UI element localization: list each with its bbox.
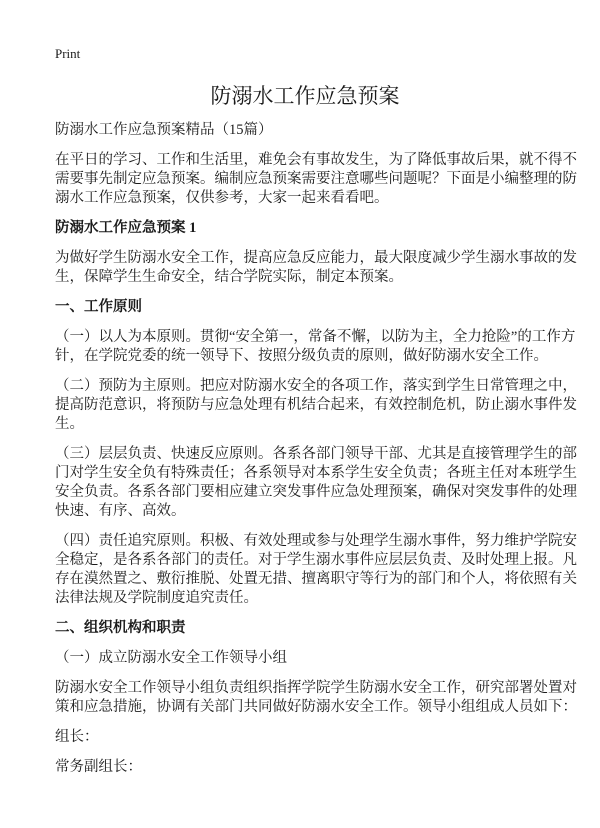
paragraph-line: 法律法规及学院制度追究责任。 bbox=[55, 590, 258, 606]
paragraph-line: （一）成立防溺水安全工作领导小组 bbox=[55, 650, 287, 666]
paragraph-line: （二）预防为主原则。把应对防溺水安全的各项工作，落实到学生日常管理之中， bbox=[55, 378, 577, 394]
print-label: Print bbox=[55, 46, 81, 61]
paragraph-line: 为做好学生防溺水安全工作，提高应急反应能力，最大限度减少学生溺水事故的发 bbox=[55, 250, 577, 266]
section-heading: 一、工作原则 bbox=[55, 299, 142, 315]
paragraph bbox=[55, 151, 577, 208]
section-heading: 二、组织机构和职责 bbox=[55, 620, 186, 636]
paragraph-line: 安全负责。各系各部门要相应建立突发事件应急处理预案，确保对突发事件的处理 bbox=[55, 484, 577, 500]
section-heading: 防溺水工作应急预案 1 bbox=[55, 220, 197, 236]
paragraph bbox=[55, 249, 577, 287]
paragraph-line: 溺水工作应急预案，仅供参考，大家一起来看看吧。 bbox=[55, 190, 389, 206]
document-title: 防溺水工作应急预案 bbox=[210, 84, 400, 108]
paragraph-line: 需要事先制定应急预案。编制应急预案需要注意哪些问题呢？下面是小编整理的防 bbox=[55, 171, 577, 187]
paragraph bbox=[55, 377, 577, 434]
paragraph-line: 门对学生安全负有特殊责任；各系领导对本系学生安全负责；各班主任对本班学生 bbox=[55, 465, 577, 481]
paragraph-line: 策和应急措施，协调有关部门共同做好防溺水安全工作。领导小组组成人员如下： bbox=[55, 699, 577, 715]
paragraph-line: 生，保障学生生命安全，结合学院实际，制定本预案。 bbox=[55, 269, 403, 285]
paragraph bbox=[55, 328, 576, 366]
paragraph-line: 全稳定，是各系各部门的责任。对于学生溺水事件应层层负责、及时处理上报。凡 bbox=[55, 552, 577, 568]
paragraph-line: （三）层层负责、快速反应原则。各系各部门领导干部、尤其是直接管理学生的部 bbox=[55, 446, 577, 462]
paragraph bbox=[55, 649, 555, 668]
paragraph-line: 常务副组长： bbox=[55, 759, 142, 775]
paragraph-line: 生。 bbox=[55, 416, 84, 432]
paragraph-line: 组长： bbox=[55, 729, 99, 745]
paragraph bbox=[55, 532, 577, 608]
paragraph-line: 快速、有序、高效。 bbox=[55, 503, 186, 519]
paragraph-line: 针，在学院党委的统一领导下、按照分级负责的原则，做好防溺水安全工作。 bbox=[55, 348, 548, 364]
paragraph bbox=[55, 728, 555, 747]
paragraph bbox=[55, 679, 577, 717]
document-subtitle: 防溺水工作应急预案精品（15篇） bbox=[55, 122, 273, 138]
paragraph-line: 防溺水安全工作领导小组负责组织指挥学院学生防溺水安全工作，研究部署处置对 bbox=[55, 680, 577, 696]
paragraph-line: （一）以人为本原则。贯彻“安全第一，常备不懈，以防为主，全力抢险”的工作方 bbox=[55, 329, 576, 345]
paragraph-line: 在平日的学习、工作和生活里，难免会有事故发生，为了降低事故后果，就不得不 bbox=[55, 152, 577, 168]
paragraph bbox=[55, 758, 555, 777]
paragraph-line: 提高防范意识，将预防与应急处理有机结合起来，有效控制危机，防止溺水事件发 bbox=[55, 397, 577, 413]
paragraph bbox=[55, 445, 577, 521]
paragraph-line: （四）责任追究原则。积极、有效处理或参与处理学生溺水事件，努力维护学院安 bbox=[55, 533, 577, 549]
document-body bbox=[55, 121, 577, 788]
paragraph-line: 存在漠然置之、敷衍推脱、处置无措、擅离职守等行为的部门和个人，将依照有关 bbox=[55, 571, 577, 587]
